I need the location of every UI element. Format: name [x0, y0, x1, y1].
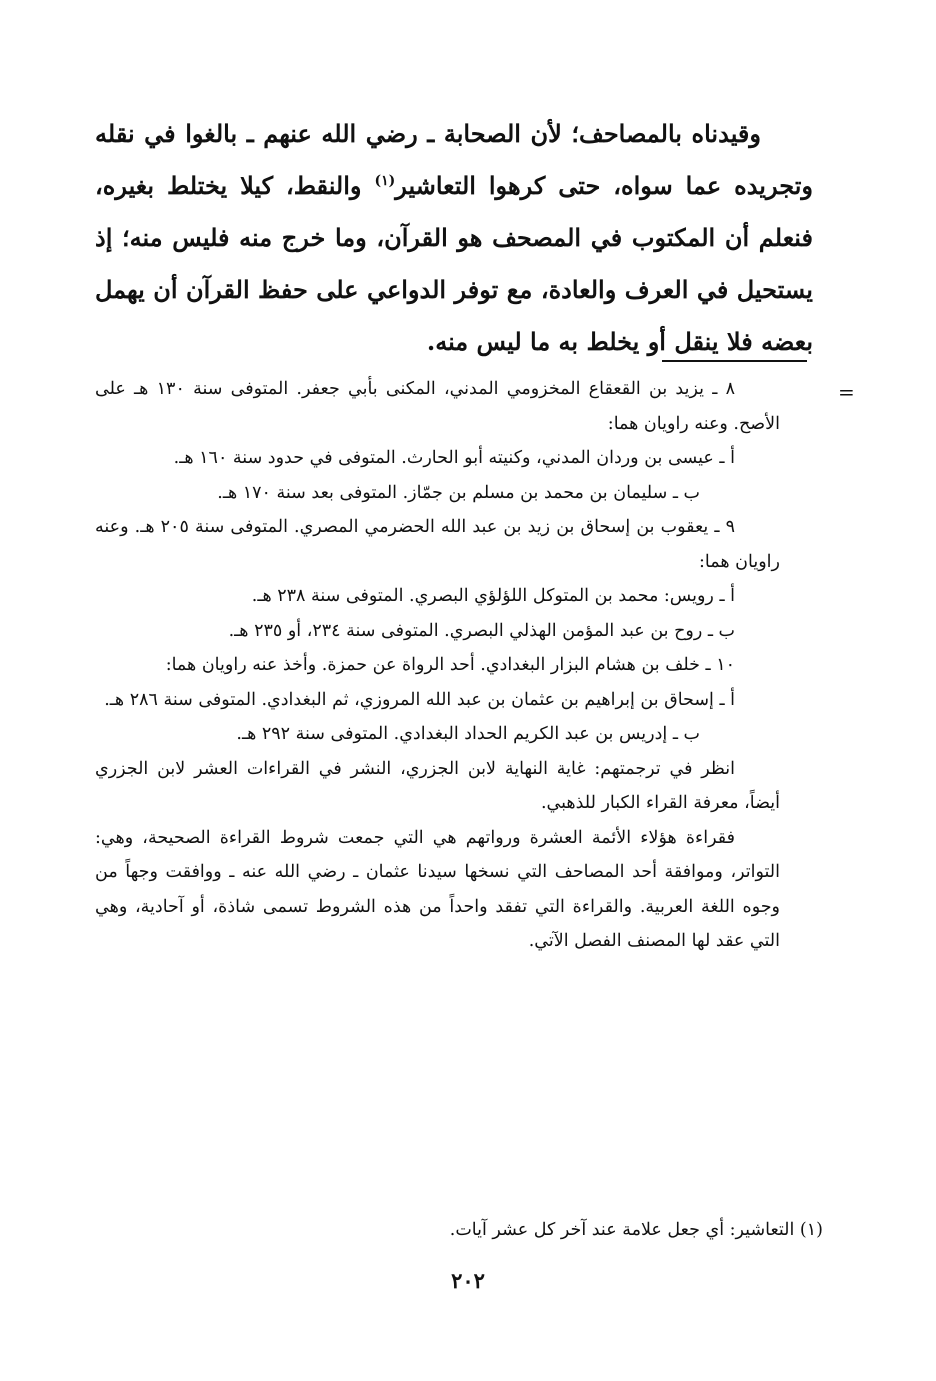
page-number: ٢٠٢ — [451, 1268, 485, 1293]
note-line: ب ـ سليمان بن محمد بن مسلم بن جمّاز. المتوفى بعد سنة ١٧٠ هـ. — [217, 482, 700, 503]
footnote-1: (١) التعاشير: أي جعل علامة عند آخر كل عشر آيات. — [449, 1220, 823, 1240]
note-line: أ ـ رويس: محمد بن المتوكل اللؤلؤي البصري. المتوفى سنة ٢٣٨ هـ. — [251, 586, 735, 606]
footnote-separator — [662, 360, 807, 362]
main-text — [95, 108, 813, 368]
note-line: فقراءة هؤلاء الأئمة العشرة ورواتهم هي التي جمعت شروط القراءة الصحيحة، وهي: التواتر، وموافقة أحد المصاحف التي نسخها سيدنا عثمان ـ رضي الله عنه ـ ووافقت وجهاً من وجوه اللغة العربية. والقراءة التي تفقد واحداً من هذه الشروط تسمى شاذة، أو آحادية، وهي التي عقد لها المصنف الفصل الآتي. — [95, 827, 780, 951]
note-line: ١٠ ـ خلف بن هشام البزار البغدادي. أحد الرواة عن حمزة. وأخذ عنه راويان هما: — [165, 655, 735, 675]
main-text-part1: وقيدناه بالمصاحف؛ لأن الصحابة ـ رضي الله عنهم ـ بالغوا في نقله وتجريده عما سواه، حتى كرهوا التعاشير — [95, 119, 813, 200]
continuation-mark: = — [838, 380, 855, 404]
note-line: أ ـ إسحاق بن إبراهيم بن عثمان بن عبد الله المروزي، ثم البغدادي. المتوفى سنة ٢٨٦ هـ. — [104, 689, 735, 710]
note-line: ٩ ـ يعقوب بن إسحاق بن زيد بن عبد الله الحضرمي المصري. المتوفى سنة ٢٠٥ هـ. وعنه راويان هما: — [95, 517, 780, 572]
footnote-continuation — [95, 372, 780, 959]
main-text-part2: والنقط، كيلا يختلط بغيره، فنعلم أن المكتوب في المصحف هو القرآن، وما خرج منه فليس منه؛ إذ يستحيل في العرف والعادة، مع توفر الدواعي على حفظ القرآن أن يهمل بعضه فلا ينقل أو يخلط به ما ليس منه. — [95, 171, 813, 356]
note-line: أ ـ عيسى بن وردان المدني، وكنيته أبو الحارث. المتوفى في حدود سنة ١٦٠ هـ. — [173, 448, 735, 468]
note-line: ب ـ روح بن عبد المؤمن الهذلي البصري. المتوفى سنة ٢٣٤، أو ٢٣٥ هـ. — [228, 620, 735, 641]
footnote-ref[interactable]: (١) — [374, 173, 396, 189]
main-paragraph — [95, 108, 813, 368]
note-line: انظر في ترجمتهم: غاية النهاية لابن الجزري، النشر في القراءات العشر لابن الجزري أيضاً، معرفة القراء الكبار للذهبي. — [95, 758, 780, 813]
note-line: ب ـ إدريس بن عبد الكريم الحداد البغدادي. المتوفى سنة ٢٩٢ هـ. — [236, 724, 700, 744]
note-line: ٨ ـ يزيد بن القعقاع المخزومي المدني، المكنى بأبي جعفر. المتوفى سنة ١٣٠ هـ على الأصح. وعنه راويان هما: — [95, 379, 780, 434]
